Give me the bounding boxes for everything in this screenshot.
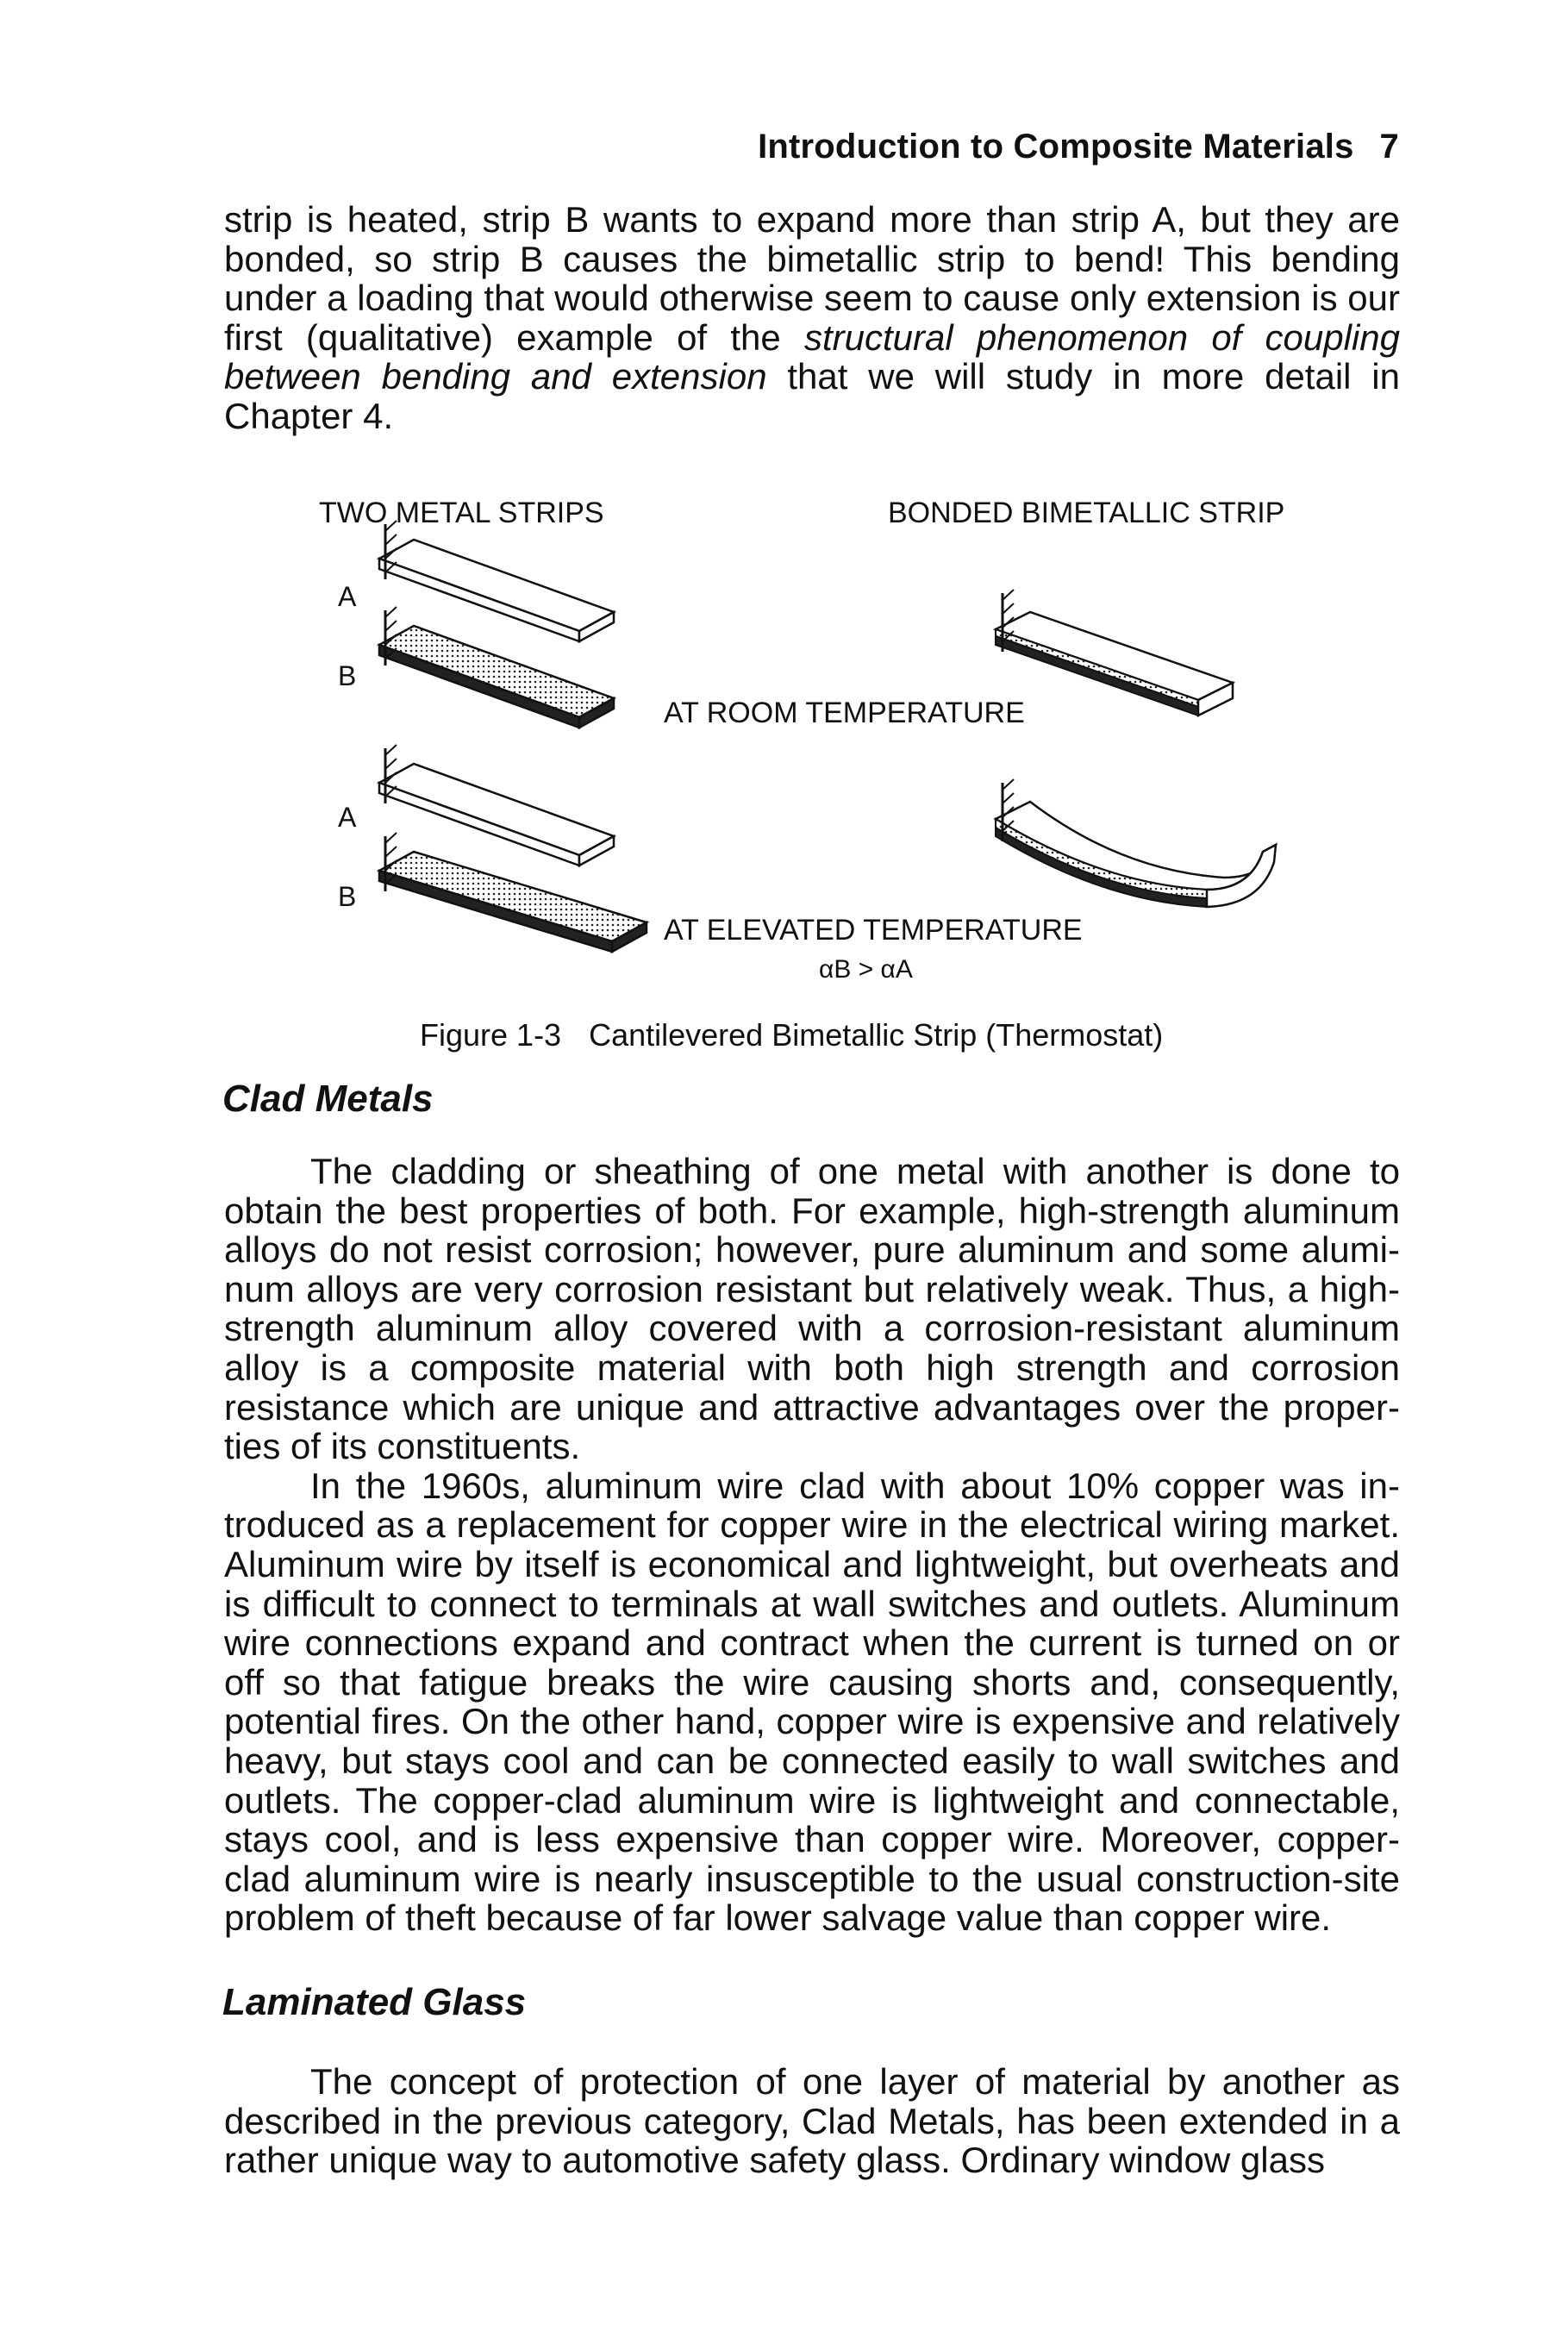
label-strip-b-elevated: B	[338, 881, 357, 912]
opening-text-part-2: that we will study in more detail in Chapter 4.	[224, 356, 1400, 436]
bonded-strip-room	[996, 590, 1233, 716]
bimetallic-strip-illustration	[0, 483, 1568, 1069]
clad-metals-body	[224, 1152, 1400, 1938]
page-number: 7	[1379, 128, 1399, 166]
running-head-title: Introduction to Composite Materials	[758, 128, 1354, 166]
label-bonded-bimetallic-strip: BONDED BIMETALLIC STRIP	[888, 497, 1285, 529]
opening-text-part-1: strip is heated, strip B wants to expand more than strip A, but they are bonded, so strip B causes the bimetallic strip to bend! This bending under a loading that would otherwise seem to cause only extension is our first (qualitative) example of the	[224, 199, 1400, 358]
clad-paragraph-1: The cladding or sheathing of one metal with another is done to obtain the best properties of both. For example, high-strength aluminum alloys do not resist corrosion; however, pure aluminum and some aluminum alloys are very corrosion resistant but relatively weak. Thus, a high-strength aluminum alloy covered with a corrosion-resistant aluminum alloy is a composite material with both high strength and corrosion resistance which are unique and attractive advantages over the properties of its constituents.	[224, 1151, 1400, 1467]
bonded-strip-bent	[996, 779, 1276, 907]
figure-number: Figure 1-3	[420, 1017, 562, 1053]
label-strip-a-elevated: A	[338, 802, 357, 833]
running-head	[758, 128, 1399, 166]
opening-emphasis: structural phenomenon of coupling between bending and extension	[224, 316, 1401, 397]
label-strip-b-room: B	[338, 660, 357, 691]
label-two-metal-strips: TWO METAL STRIPS	[319, 497, 604, 529]
laminated-glass-body	[224, 2062, 1400, 2180]
section-heading-laminated-glass: Laminated Glass	[222, 1981, 527, 2023]
figure-caption	[420, 1017, 1163, 1053]
label-room-temperature: AT ROOM TEMPERATURE	[664, 697, 1025, 729]
strip-a-elevated	[379, 745, 614, 866]
label-strip-a-room: A	[338, 581, 357, 612]
opening-paragraph	[224, 200, 1400, 436]
figure-caption-text: Cantilevered Bimetallic Strip (Thermostat)	[589, 1017, 1164, 1053]
figure-1-3	[0, 483, 1568, 1069]
clad-paragraph-2: In the 1960s, aluminum wire clad with about 10% copper was introduced as a replacement for copper wire in the electrical wiring market. Aluminum wire by itself is economical and lightweight, but overheats and is difficult to connect to terminals at wall switches and outlets. Aluminum wire connections expand and contract when the current is turned on or off so that fatigue breaks the wire causing shorts and, consequently, potential fires. On the other hand, copper wire is expensive and relatively heavy, but stays cool and can be connected easily to wall switches and outlets. The copper-clad aluminum wire is lightweight and connectable, stays cool, and is less expensive than copper wire. Moreover, copper-clad aluminum wire is nearly insusceptible to the usual construction-site problem of theft because of far lower salvage value than copper wire.	[224, 1465, 1400, 1939]
label-elevated-temperature: AT ELEVATED TEMPERATURE	[664, 914, 1083, 947]
label-alpha-condition: αB > αA	[819, 955, 913, 984]
strip-a-room	[379, 521, 614, 641]
section-heading-clad-metals: Clad Metals	[222, 1078, 434, 1120]
laminated-paragraph-1: The concept of protection of one layer of material by another as described in the previous category, Clad Metals, has been extended in a rather unique way to automotive safety glass. Ordinary window glass	[224, 2061, 1400, 2181]
